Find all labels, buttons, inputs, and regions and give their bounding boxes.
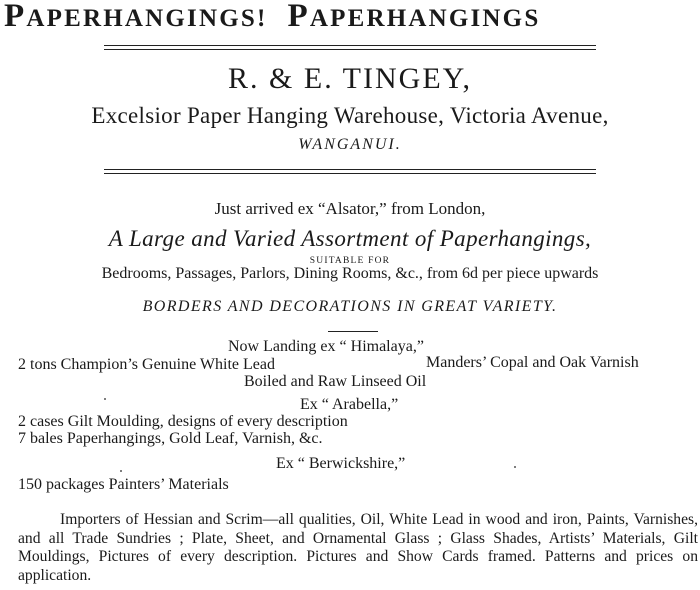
himalaya-item-varnish: Manders’ Copal and Oak Varnish (426, 354, 639, 371)
arabella-item-paperhangings: 7 bales Paperhangings, Gold Leaf, Varnish, &c. (18, 430, 323, 447)
firm-name: R. & E. TINGEY, (228, 62, 472, 95)
ink-speck (514, 466, 516, 468)
berwickshire-item-painters-materials: 150 packages Painters’ Materials (18, 476, 229, 493)
arabella-item-gilt-moulding: 2 cases Gilt Moulding, designs of every description (18, 413, 348, 430)
town-name: WANGANUI. (298, 136, 402, 153)
suitable-for-label: SUITABLE FOR (309, 256, 391, 266)
assortment-heading: A Large and Varied Assortment of Paperhangings, (108, 226, 592, 251)
ink-speck (120, 470, 122, 472)
berwickshire-heading: Ex “ Berwickshire,” (276, 455, 406, 472)
closing-paragraph: Importers of Hessian and Scrim—all qualities, Oil, White Lead in wood and iron, Paints, Varnishes, and all Trade Sundries ; Plate, Sheet, and Ornamental Glass ; Glass Shades, Artists’ Materials, Gilt Mouldings, Pictures of every description. Pictures and Show Cards framed. Patterns and prices on application. (18, 511, 698, 584)
himalaya-item-linseed-oil: Boiled and Raw Linseed Oil (244, 373, 427, 390)
headline (4, 0, 540, 35)
rooms-list: Bedrooms, Passages, Parlors, Dining Rooms, &c., from 6d per piece upwards (101, 265, 599, 282)
headline-text-right: APERHANGINGS (309, 5, 541, 32)
divider-top (104, 45, 596, 50)
borders-heading: BORDERS AND DECORATIONS IN GREAT VARIETY. (142, 298, 558, 315)
arrival-notice: Just arrived ex “Alsator,” from London, (214, 199, 486, 218)
himalaya-item-white-lead: 2 tons Champion’s Genuine White Lead (18, 356, 275, 373)
headline-initial-right: P (287, 0, 310, 34)
headline-initial-left: P (4, 0, 27, 34)
divider-middle (104, 169, 596, 174)
arabella-heading: Ex “ Arabella,” (300, 396, 399, 413)
himalaya-heading: Now Landing ex “ Himalaya,” (228, 338, 424, 355)
warehouse-address: Excelsior Paper Hanging Warehouse, Victoria Avenue, (91, 103, 609, 128)
short-rule (328, 331, 378, 332)
headline-text-left: APERHANGINGS! (26, 5, 268, 32)
ink-speck (104, 398, 106, 400)
